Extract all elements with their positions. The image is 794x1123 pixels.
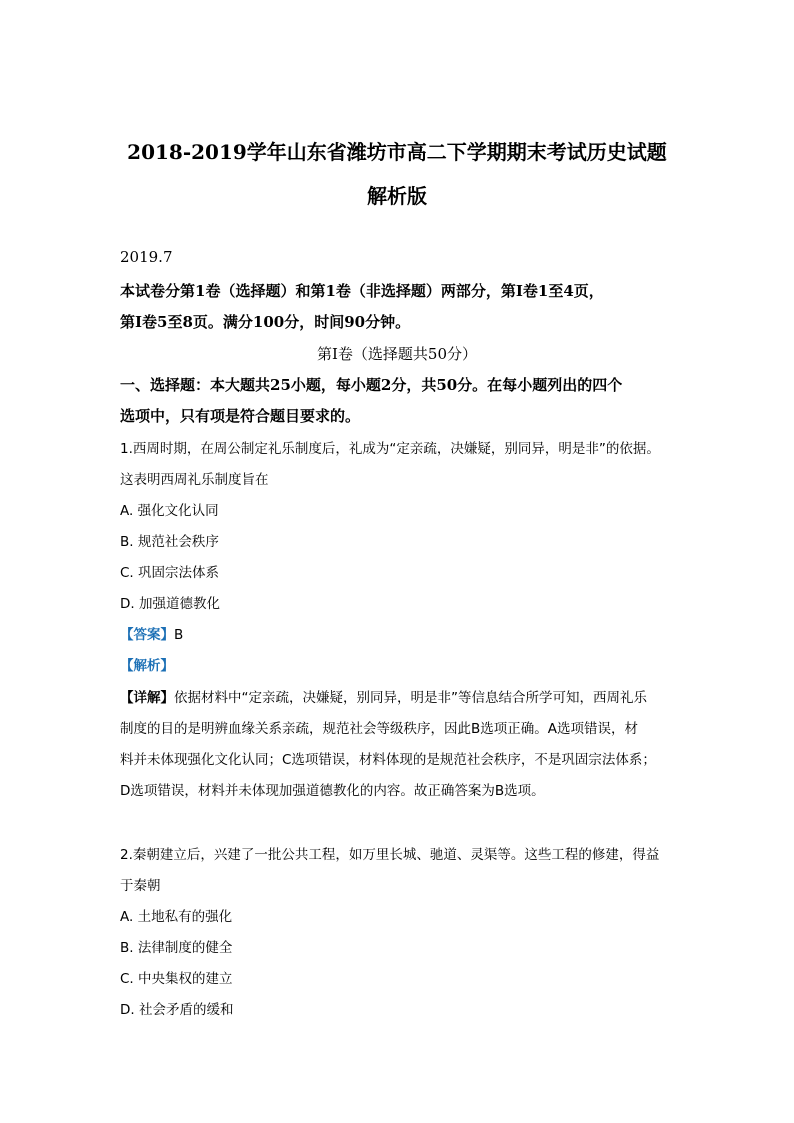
q1-detail-line-4: D选项错误，材料并未体现加强道德教化的内容。故正确答案为B选项。: [120, 783, 545, 799]
q1-analysis: [120, 654, 174, 674]
q2-option-b: B. 法律制度的健全: [120, 940, 233, 956]
q2-option-d: D. 社会矛盾的缓和: [120, 1002, 234, 1018]
q1-option-a: A. 强化文化认同: [120, 503, 219, 519]
detail-tag: 【详解】: [120, 690, 174, 706]
document-title: 2018-2019学年山东省潍坊市高二下学期期末考试历史试题: [127, 140, 667, 164]
section-title: 第Ⅰ卷（选择题共50分）: [316, 345, 477, 363]
answer-value: B: [174, 627, 184, 643]
detail-text-1: 依据材料中“定亲疏，决嫌疑，别同异，明是非”等信息结合所学可知，西周礼乐: [174, 690, 647, 706]
q1-detail-line-3: 料并未体现强化文化认同；C选项错误，材料体现的是规范社会秩序，不是巩固宗法体系；: [120, 752, 656, 768]
q1-detail-line-1: [120, 686, 647, 706]
q2-stem-line-2: 于秦朝: [120, 878, 161, 894]
answer-tag: 【答案】: [120, 627, 174, 643]
q1-detail-line-2: 制度的目的是明辨血缘关系亲疏，规范社会等级秩序，因此B选项正确。A选项错误，材: [120, 721, 638, 737]
q2-stem-line-1: 2.秦朝建立后，兴建了一批公共工程，如万里长城、驰道、灵渠等。这些工程的修建，得益: [120, 847, 660, 863]
q1-stem-line-1: 1.西周时期，在周公制定礼乐制度后，礼成为“定亲疏，决嫌疑，别同异，明是非”的依据。: [120, 441, 660, 457]
q1-option-d: D. 加强道德教化: [120, 596, 220, 612]
document-subtitle: 解析版: [367, 184, 427, 208]
document-date: 2019.7: [120, 248, 173, 266]
q2-option-c: C. 中央集权的建立: [120, 971, 233, 987]
q1-answer: [120, 623, 183, 643]
q2-option-a: A. 土地私有的强化: [120, 909, 233, 925]
q1-option-b: B. 规范社会秩序: [120, 534, 219, 550]
intro-line-2: 第Ⅰ卷5至8页。满分100分，时间90分钟。: [120, 313, 411, 331]
intro-line-1: 本试卷分第1卷（选择题）和第1卷（非选择题）两部分，第Ⅰ卷1至4页，: [120, 282, 604, 300]
instructions-line-1: 一、选择题：本大题共25小题，每小题2分，共50分。在每小题列出的四个: [120, 376, 623, 394]
analysis-tag: 【解析】: [120, 658, 174, 674]
q1-stem-line-2: 这表明西周礼乐制度旨在: [120, 472, 269, 488]
q1-option-c: C. 巩固宗法体系: [120, 565, 220, 581]
instructions-line-2: 选项中，只有项是符合题目要求的。: [120, 407, 361, 425]
